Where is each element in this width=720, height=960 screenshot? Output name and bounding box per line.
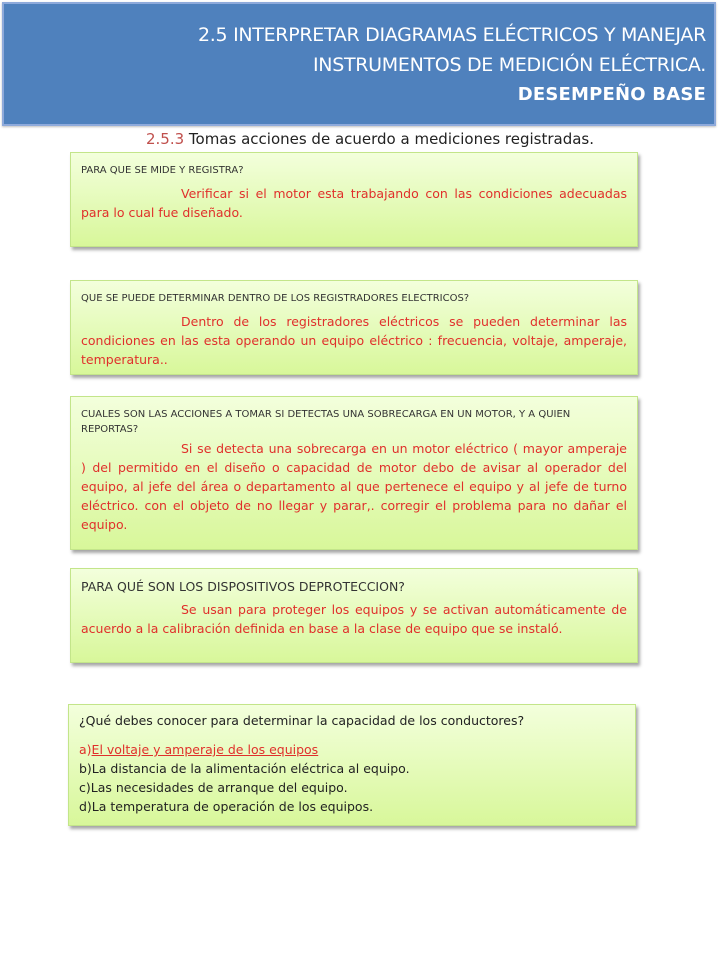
card-question: CUALES SON LAS ACCIONES A TOMAR SI DETECTAS UNA SOBRECARGA EN UN MOTOR, Y A QUIEN REPORTAS? bbox=[81, 409, 571, 435]
card-question: PARA QUE SE MIDE Y REGISTRA? bbox=[81, 165, 244, 176]
card-electrical-recorders bbox=[70, 280, 638, 375]
card-question: PARA QUÉ SON LOS DISPOSITIVOS DEPROTECCION? bbox=[81, 579, 405, 594]
title-line-3: DESEMPEÑO BASE bbox=[517, 84, 706, 105]
card-protection-devices bbox=[70, 568, 638, 663]
quiz-option-b: b)La distancia de la alimentación eléctrica al equipo. bbox=[79, 761, 410, 776]
title-line-1: 2.5 INTERPRETAR DIAGRAMAS ELÉCTRICOS Y MANEJAR bbox=[198, 24, 706, 46]
quiz-card bbox=[68, 704, 636, 826]
quiz-question: ¿Qué debes conocer para determinar la capacidad de los conductores? bbox=[79, 713, 525, 728]
section-subtitle bbox=[0, 130, 720, 148]
card-question: QUE SE PUEDE DETERMINAR DENTRO DE LOS REGISTRADORES ELECTRICOS? bbox=[81, 293, 470, 304]
card-measure-register bbox=[70, 152, 638, 247]
quiz-option-d: d)La temperatura de operación de los equipos. bbox=[79, 799, 374, 814]
section-subtitle-text: Tomas acciones de acuerdo a mediciones registradas. bbox=[184, 130, 595, 148]
card-answer: Dentro de los registradores eléctricos se pueden determinar las condiciones en las esta operando un equipo eléctrico : frecuencia, voltaje, amperaje, temperatura.. bbox=[81, 314, 627, 367]
section-number: 2.5.3 bbox=[145, 130, 185, 148]
quiz-option-a bbox=[79, 740, 625, 759]
card-answer: Se usan para proteger los equipos y se activan automáticamente de acuerdo a la calibración definida en base a la clase de equipo que se instaló. bbox=[81, 602, 627, 636]
card-overload-actions bbox=[70, 396, 638, 550]
quiz-option-a-text: El voltaje y amperaje de los equipos bbox=[91, 742, 319, 757]
card-answer: Verificar si el motor esta trabajando con las condiciones adecuadas para lo cual fue diseñado. bbox=[81, 186, 627, 220]
quiz-option-c: c)Las necesidades de arranque del equipo. bbox=[79, 780, 348, 795]
quiz-option-a-prefix: a) bbox=[79, 742, 92, 757]
title-banner bbox=[2, 2, 716, 126]
title-line-2: INSTRUMENTOS DE MEDICIÓN ELÉCTRICA. bbox=[313, 54, 706, 76]
card-answer: Si se detecta una sobrecarga en un motor eléctrico ( mayor amperaje ) del permitido en el diseño o capacidad de motor debo de avisar al operador del equipo, al jefe del área o departamento al que pertenece el equipo y al jefe de turno eléctrico. con el objeto de no llegar y parar,. corregir el problema para no dañar el equipo. bbox=[81, 441, 627, 532]
